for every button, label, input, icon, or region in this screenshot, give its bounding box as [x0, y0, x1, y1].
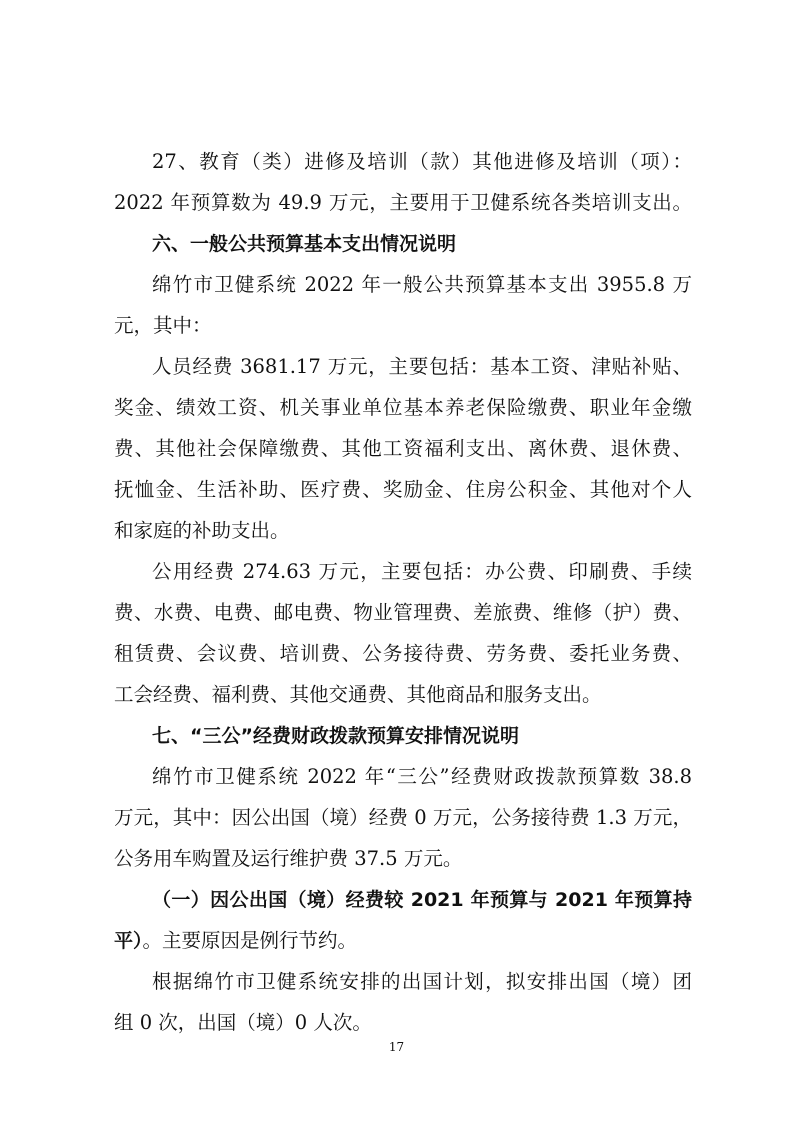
paragraph-line	[114, 929, 692, 953]
paragraph-line: 2022 年预算数为 49.9 万元，主要用于卫健系统各类培训支出。	[114, 191, 692, 214]
paragraph-line: 费、水费、电费、邮电费、物业管理费、差旅费、维修（护）费、	[114, 601, 692, 624]
paragraph-text: 。主要原因是例行节约。	[142, 929, 358, 952]
paragraph-line: 27、教育（类）进修及培训（款）其他进修及培训（项）：	[152, 150, 692, 173]
section-heading: 六、一般公共预算基本支出情况说明	[152, 233, 457, 255]
paragraph-line: 绵竹市卫健系统 2022 年一般公共预算基本支出 3955.8 万	[152, 273, 692, 296]
paragraph-line: 万元，其中：因公出国（境）经费 0 万元，公务接待费 1.3 万元，	[114, 806, 692, 829]
subheading-end: 平）	[114, 930, 143, 952]
paragraph-line: 租赁费、会议费、培训费、公务接待费、劳务费、委托业务费、	[114, 642, 692, 665]
paragraph-line: 奖金、绩效工资、机关事业单位基本养老保险缴费、职业年金缴	[114, 396, 692, 419]
paragraph-line: 公用经费 274.63 万元，主要包括：办公费、印刷费、手续	[152, 560, 692, 583]
paragraph-line: 费、其他社会保障缴费、其他工资福利支出、离休费、退休费、	[114, 437, 692, 460]
paragraph-line: 人员经费 3681.17 万元，主要包括：基本工资、津贴补贴、	[152, 355, 692, 378]
paragraph-line: 工会经费、福利费、其他交通费、其他商品和服务支出。	[114, 683, 602, 706]
paragraph-line: 公务用车购置及运行维护费 37.5 万元。	[114, 847, 463, 870]
paragraph-line: 和家庭的补助支出。	[114, 519, 290, 542]
subheading-line: （一）因公出国（境）经费较 2021 年预算与 2021 年预算持	[152, 889, 692, 911]
paragraph-line: 抚恤金、生活补助、医疗费、奖励金、住房公积金、其他对个人	[114, 478, 692, 501]
section-heading: 七、“三公”经费财政拨款预算安排情况说明	[152, 725, 519, 747]
paragraph-line: 根据绵竹市卫健系统安排的出国计划，拟安排出国（境）团	[152, 970, 692, 993]
paragraph-line: 组 0 次，出国（境）0 人次。	[114, 1011, 372, 1034]
paragraph-line: 绵竹市卫健系统 2022 年“三公”经费财政拨款预算数 38.8	[152, 765, 692, 788]
page-number: 17	[388, 1040, 405, 1054]
paragraph-line: 元，其中：	[114, 314, 212, 337]
